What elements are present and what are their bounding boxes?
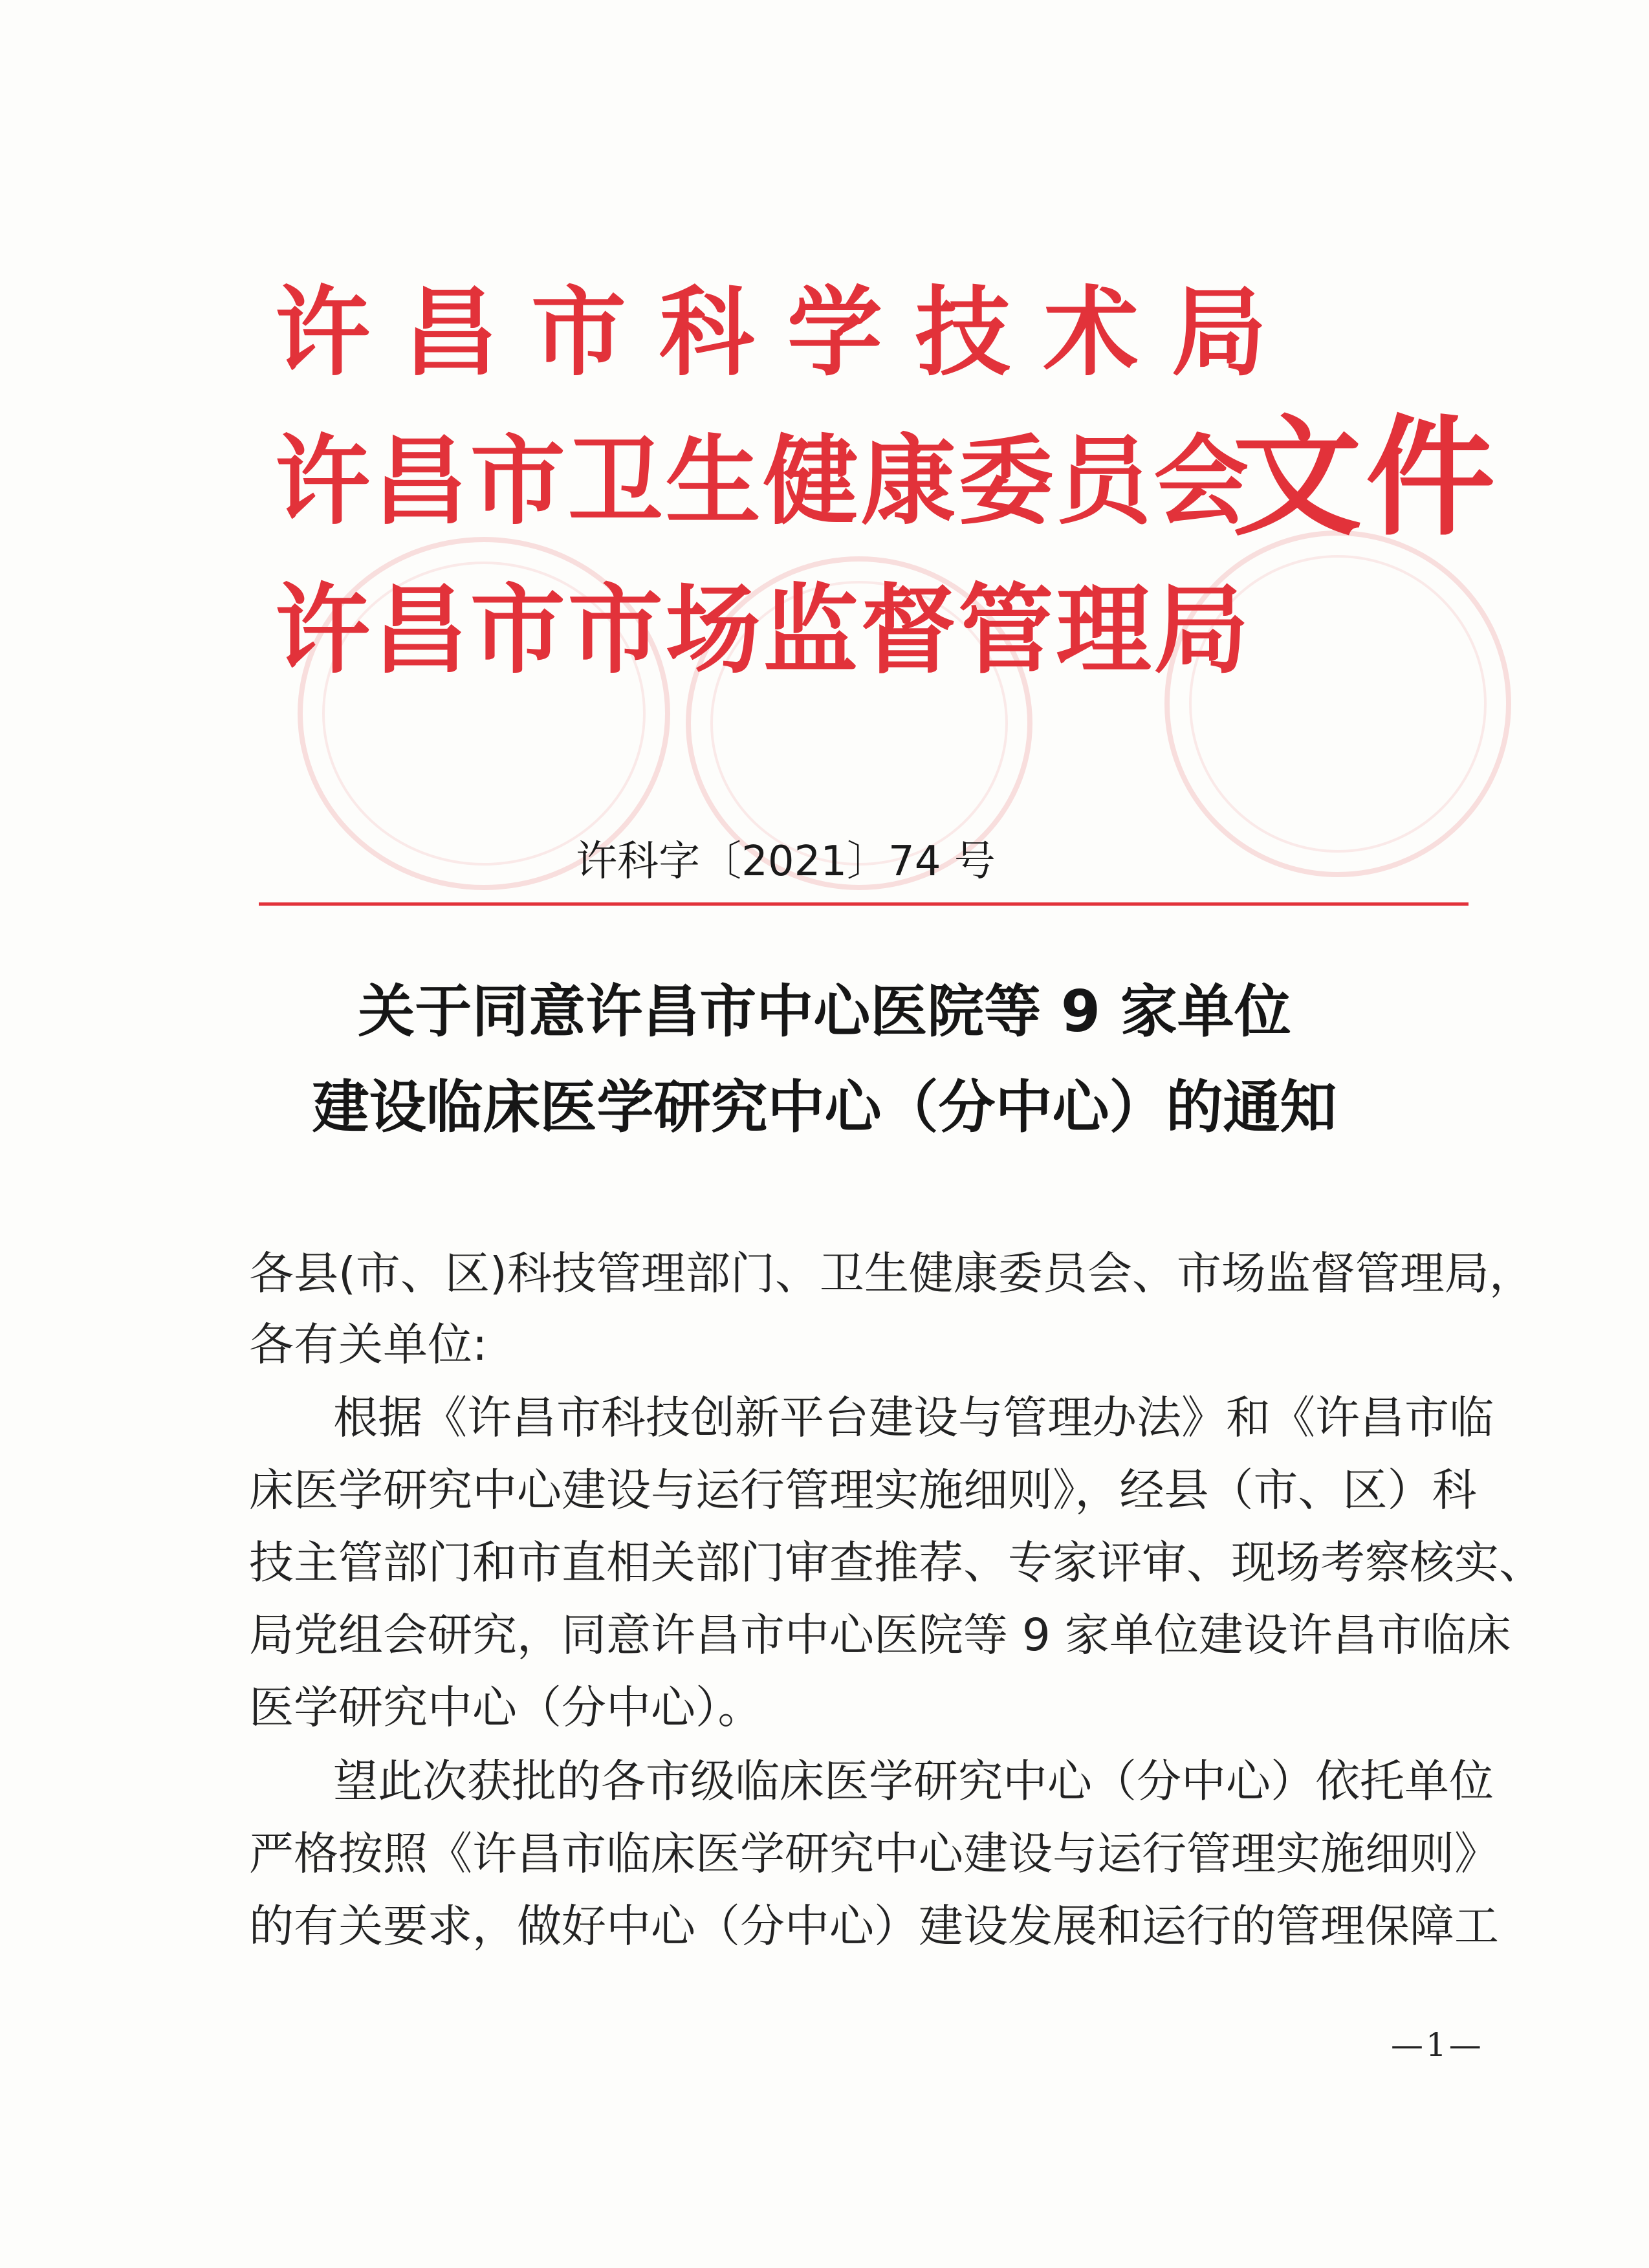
body-text-line: 的有关要求，做好中心（分中心）建设发展和运行的管理保障工 — [249, 1901, 1499, 1952]
body-text-line: 望此次获批的各市级临床医学研究中心（分中心）依托单位 — [333, 1756, 1494, 1807]
body-text-line: 床医学研究中心建设与运行管理实施细则》，经县（市、区）科 — [249, 1465, 1477, 1516]
document-title-line-2: 建设临床医学研究中心（分中心）的通知 — [312, 1074, 1337, 1140]
body-text-line: 局党组会研究，同意许昌市中心医院等 9 家单位建设许昌市临床 — [249, 1609, 1511, 1661]
body-text-line: 医学研究中心（分中心）。 — [249, 1682, 763, 1734]
masthead-issuer-2: 许昌市卫生健康委员会 — [275, 426, 1252, 538]
addressee-line: 各县(市、区)科技管理部门、卫生健康委员会、市场监督管理局， — [249, 1248, 1534, 1300]
body-text-line: 严格按照《许昌市临床医学研究中心建设与运行管理实施细则》 — [249, 1828, 1499, 1880]
red-divider — [259, 902, 1469, 906]
body-text-line: 根据《许昌市科技创新平台建设与管理办法》和《许昌市临 — [333, 1392, 1494, 1444]
masthead-issuer-1: 许昌市科学技术局 — [275, 277, 1300, 389]
document-number: 许科字〔2021〕74 号 — [576, 838, 996, 886]
body-text-line: 技主管部门和市直相关部门审查推荐、专家评审、现场考察核实、 — [249, 1537, 1544, 1589]
addressee-line: 各有关单位: — [249, 1319, 488, 1371]
masthead-document-label: 文件 — [1232, 403, 1500, 554]
page-number: —1— — [1391, 2026, 1484, 2064]
document-title-line-1: 关于同意许昌市中心医院等 9 家单位 — [358, 978, 1291, 1045]
masthead-issuer-3: 许昌市市场监督管理局 — [275, 574, 1252, 687]
